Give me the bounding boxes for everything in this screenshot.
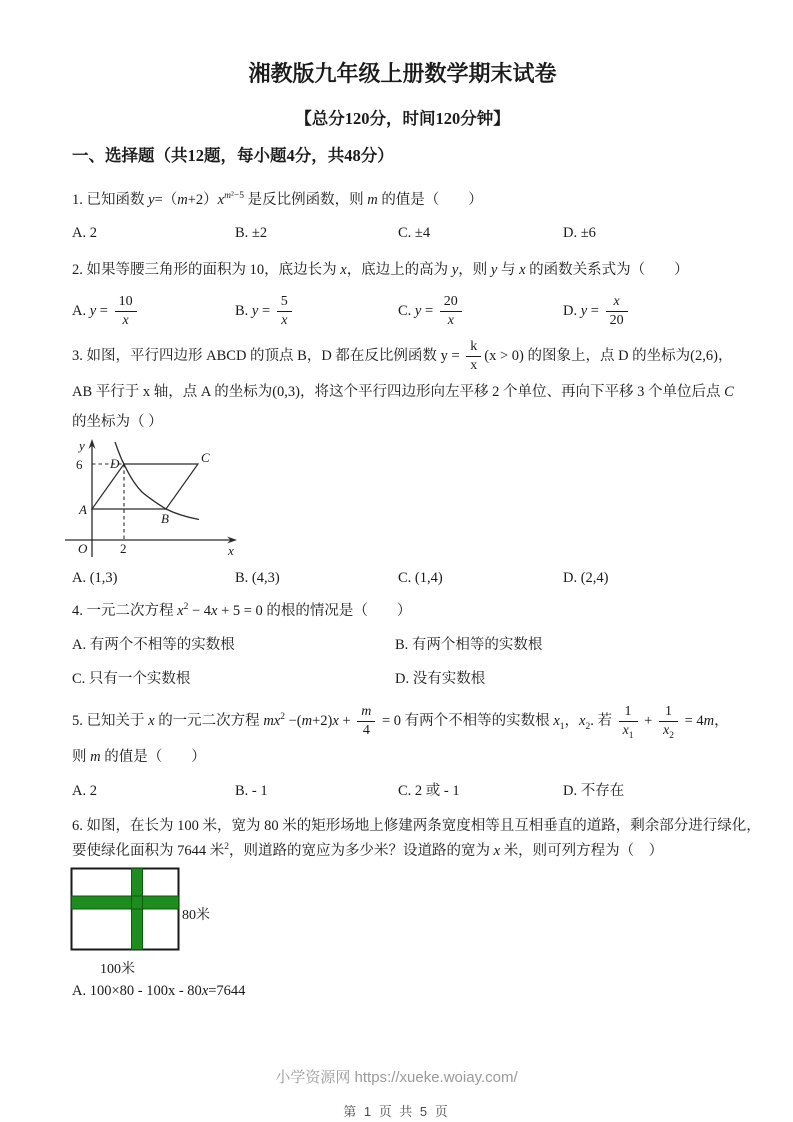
figure-bottom-dimension-label: 100米 [100, 962, 135, 978]
figure-point-c-label: C [201, 449, 210, 465]
question-5-text-line2: 则 m 的值是（ ） [72, 748, 206, 765]
q5-option-c: C. 2 或 - 1 [398, 782, 460, 799]
figure-origin-label: O [78, 540, 88, 556]
question-6-text-line2: 要使绿化面积为 7644 米$^2$，则道路的宽应为多少米？设道路的宽为 x 米，则可列方程为（ ） [72, 842, 664, 860]
question-1-text: 1. 已知函数 $y=(m+2)x^{m^2-5}$ 是反比例函数，则 m 的值是（ ） [72, 190, 483, 208]
rectangle-roads-figure [70, 867, 222, 981]
q1-option-a: A. 2 [72, 225, 97, 242]
figure-right-dimension-label: 80米 [182, 908, 210, 924]
question-6-text-line1: 6. 如图，在长为 100 米，宽为 80 米的矩形场地上修建两条宽度相等且互相垂直的道路，剩余部分进行绿化， [72, 817, 761, 834]
question-3-options [72, 568, 733, 589]
question-1-options [72, 223, 733, 244]
parallelogram-hyperbola-figure [62, 436, 240, 564]
figure-y-tick-6: 6 [76, 456, 83, 472]
horizontal-road [72, 896, 179, 909]
q5-option-d: D. 不存在 [563, 782, 625, 799]
q2-option-d: D. y = $\frac{x}{20}$ [563, 294, 733, 329]
q4-option-a: A. 有两个不相等的实数根 [72, 636, 235, 653]
q5-option-a: A. 2 [72, 782, 97, 799]
q4-option-b: B. 有两个相等的实数根 [395, 636, 543, 653]
figure-x-axis-label: x [228, 542, 234, 558]
watermark-site-link: 小学资源网 https://xueke.woiay.com/ [275, 1069, 518, 1086]
question-5-text-line1: 5. 已知关于 x 的一元二次方程 $mx^2 -(m+2)x$ + $\frac{m}{4}$ = 0 有两个不相等的实数根 $x_1$，$x_2$. 若 $\frac{1}{x_1}$ + $\frac{1}{x_2}$ = 4m， [72, 703, 729, 741]
q1-option-d: D. ±6 [563, 225, 596, 242]
question-2-options [72, 294, 733, 329]
question-4-text: 4. 一元二次方程 $x^2 - 4x + 5 = 0$ 的根的情况是（ ） [72, 602, 412, 619]
question-3-text-line2: AB 平行于 x 轴，点 A 的坐标为(0,3)，将这个平行四边形向左平移 2 个单位、再向下平移 3 个单位后点 C [72, 384, 734, 401]
section-heading-choice-questions: 一、选择题（共12题，每小题4分，共48分） [72, 145, 394, 165]
q2-option-c: C. y = $\frac{20}{x}$ [398, 294, 563, 329]
question-5-options [72, 781, 733, 802]
q3-option-c: C. (1,4) [398, 569, 443, 586]
figure-point-d-label: D [110, 455, 120, 471]
question-4-options [72, 635, 733, 690]
q6-option-a: A. 100×80 - 100x - 80x=7644 [72, 983, 246, 1000]
q4-option-c: C. 只有一个实数根 [72, 670, 191, 687]
road-intersection [132, 896, 143, 909]
q4-option-d: D. 没有实数根 [395, 670, 486, 687]
q1-option-b: B. ±2 [235, 225, 268, 242]
figure-y-axis-label: y [79, 437, 85, 453]
q1-option-c: C. ±4 [398, 225, 431, 242]
q2-option-a: A. y = $\frac{10}{x}$ [72, 294, 235, 329]
figure-x-tick-2: 2 [120, 540, 127, 556]
question-3-text-line3: 的坐标为（ ） [72, 414, 163, 431]
figure-point-a-label: A [79, 501, 87, 517]
q3-option-d: D. (2,4) [563, 569, 609, 586]
q3-option-a: A. (1,3) [72, 569, 118, 586]
question-3-text-line1: 3. 如图，平行四边形 ABCD 的顶点 B，D 都在反比例函数 y = $\frac{k}{x}$ (x > 0) 的图象上，点 D 的坐标为(2,6)， [72, 339, 733, 374]
page-title: 湘教版九年级上册数学期末试卷 [248, 61, 557, 86]
question-2-text: 2. 如果等腰三角形的面积为 10，底边长为 x，底边上的高为 y，则 y 与 x 的函数关系式为（ ） [72, 262, 689, 279]
page-number-footer: 第 1 页 共 5 页 [343, 1104, 450, 1119]
exam-score-time-subtitle: 【总分120分，时间120分钟】 [295, 108, 510, 128]
q2-option-b: B. y = $\frac{5}{x}$ [235, 294, 398, 329]
q3-option-b: B. (4,3) [235, 569, 280, 586]
q5-option-b: B. - 1 [235, 782, 268, 799]
figure-point-b-label: B [161, 510, 169, 526]
